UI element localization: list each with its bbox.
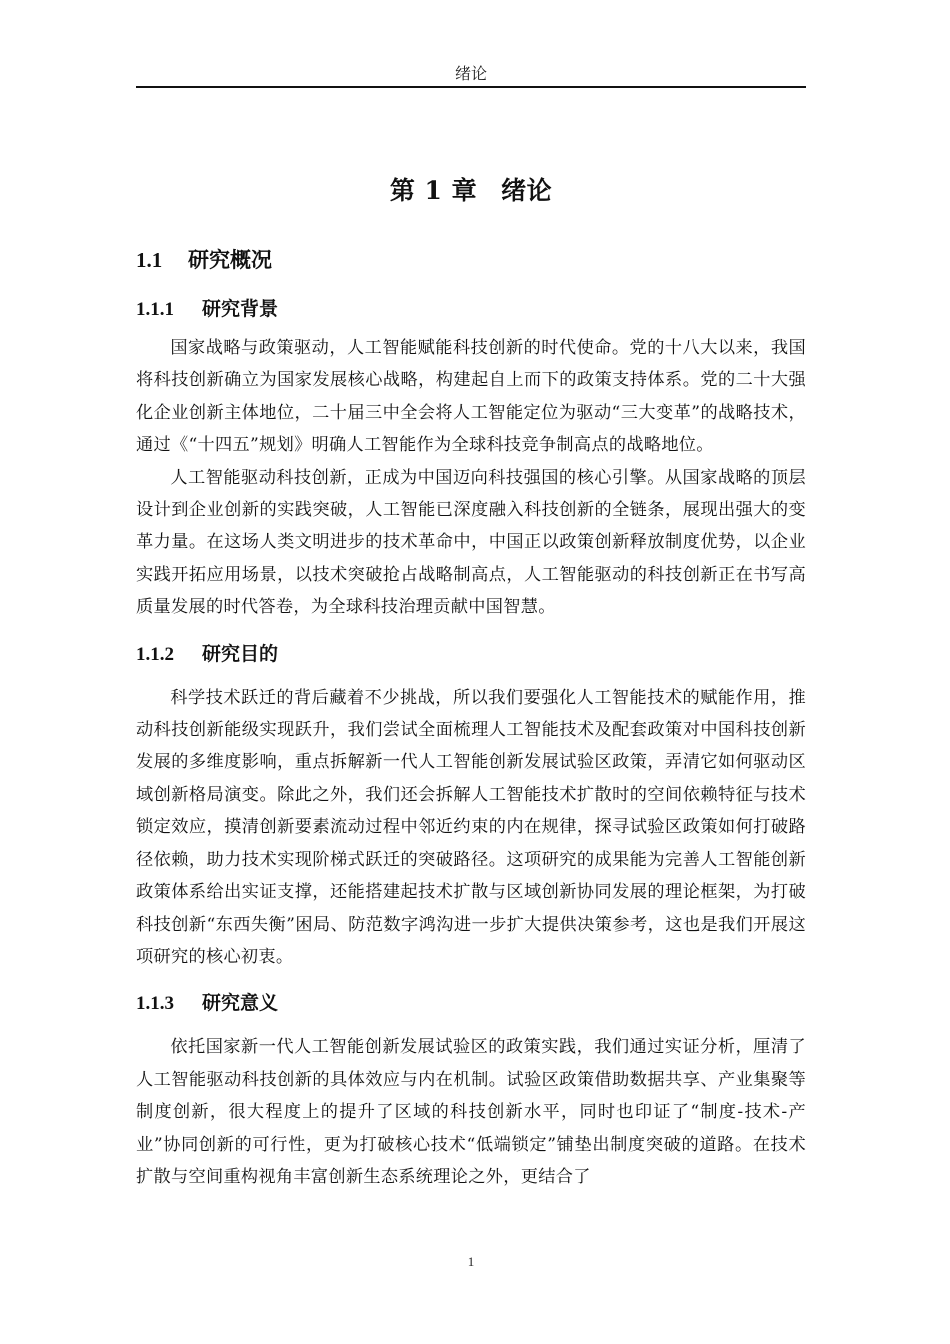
subsection-number: 1.1.1 bbox=[136, 299, 174, 320]
paragraph: 国家战略与政策驱动，人工智能赋能科技创新的时代使命。党的十八大以来，我国将科技创新确立为国家发展核心战略，构建起自上而下的政策支持体系。党的二十大强化企业创新主体地位，二十届三中全会将人工智能定位为驱动“三大变革”的战略技术，通过《“十四五”规划》明确人工智能作为全球科技竞争制高点的战略地位。 bbox=[136, 338, 806, 456]
subsection-heading-1-1-2 bbox=[136, 624, 806, 682]
subsection-title: 研究背景 bbox=[202, 298, 279, 320]
section-heading-1-1 bbox=[136, 222, 806, 282]
subsection-title: 研究意义 bbox=[202, 992, 279, 1015]
subsection-number: 1.1.3 bbox=[136, 993, 174, 1015]
paragraph: 人工智能驱动科技创新，正成为中国迈向科技强国的核心引擎。从国家战略的顶层设计到企业创新的实践突破，人工智能已深度融入科技创新的全链条，展现出强大的变革力量。在这场人类文明进步的技术革命中，中国正以政策创新释放制度优势，以企业实践开拓应用场景，以技术突破抢占战略制高点，人工智能驱动的科技创新正在书写高质量发展的时代答卷，为全球科技治理贡献中国智慧。 bbox=[136, 467, 806, 618]
subsection-heading-1-1-3 bbox=[136, 973, 806, 1031]
section-title: 研究概况 bbox=[188, 247, 272, 272]
section-number: 1.1 bbox=[136, 248, 163, 272]
chapter-number: 第 1 章 bbox=[389, 176, 478, 205]
header-rule bbox=[136, 86, 806, 88]
subsection-number: 1.1.2 bbox=[136, 643, 174, 665]
paragraph: 依托国家新一代人工智能创新发展试验区的政策实践，我们通过实证分析，厘清了人工智能驱动科技创新的具体效应与内在机制。试验区政策借助数据共享、产业集聚等制度创新，很大程度上的提升了区域的科技创新水平，同时也印证了“制度-技术-产业”协同创新的可行性，更为打破核心技术“低端锁定”铺垫出制度突破的道路。在技术扩散与空间重构视角丰富创新生态系统理论之外，更结合了 bbox=[136, 1037, 806, 1187]
paragraph: 科学技术跃迁的背后藏着不少挑战，所以我们要强化人工智能技术的赋能作用，推动科技创新能级实现跃升，我们尝试全面梳理人工智能技术及配套政策对中国科技创新发展的多维度影响，重点拆解新一代人工智能创新发展试验区政策，弄清它如何驱动区域创新格局演变。除此之外，我们还会拆解人工智能技术扩散时的空间依赖特征与技术锁定效应，摸清创新要素流动过程中邻近约束的内在规律，探寻试验区政策如何打破路径依赖，助力技术实现阶梯式跃迁的突破路径。这项研究的成果能为完善人工智能创新政策体系给出实证支撑，还能搭建起技术扩散与区域创新协同发展的理论框架，为打破科技创新“东西失衡”困局、防范数字鸿沟进一步扩大提供决策参考，这也是我们开展这项研究的核心初衷。 bbox=[136, 687, 806, 967]
subsection-title: 研究目的 bbox=[202, 642, 279, 665]
subsection-heading-1-1-1 bbox=[136, 282, 806, 332]
page-number: 1 bbox=[467, 1254, 475, 1269]
chapter-name: 绪论 bbox=[501, 176, 553, 205]
page-content bbox=[136, 160, 806, 1193]
chapter-title bbox=[136, 160, 806, 222]
running-header: 绪论 bbox=[454, 64, 487, 83]
